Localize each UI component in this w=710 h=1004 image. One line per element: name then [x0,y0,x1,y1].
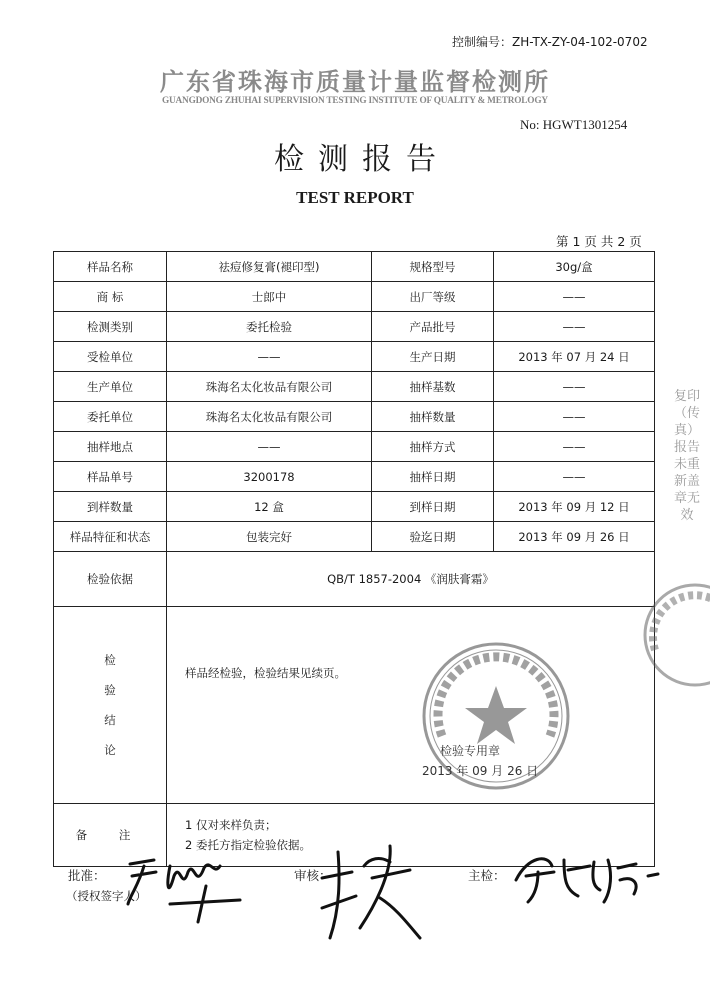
conclusion-label [54,607,167,804]
reviewer-signature-icon [300,838,430,948]
field-value: —— [494,282,655,312]
info-row [54,522,655,552]
field-label: 样品特征和状态 [54,522,167,552]
field-label: 规格型号 [372,252,494,282]
conclusion-label-char: 论 [104,743,116,757]
field-label: 验迄日期 [372,522,494,552]
field-label: 生产日期 [372,342,494,372]
side-note: 复印（传真）报告未重新盖章无效 [673,389,700,523]
org-name-en: GUANGDONG ZHUHAI SUPERVISION TESTING INSTITUTE OF QUALITY & METROLOGY [162,96,548,106]
remark-line: 2 委托方指定检验依据。 [185,838,311,852]
review-label: 审核： [294,868,332,883]
field-value: 包装完好 [167,522,372,552]
info-rows [54,252,655,552]
field-label: 抽样日期 [372,462,494,492]
field-value: —— [494,372,655,402]
field-value: —— [494,402,655,432]
inspector-label: 主检： [468,868,506,883]
field-label: 生产单位 [54,372,167,402]
conclusion-label-char: 检 [104,653,116,667]
info-row [54,432,655,462]
info-row [54,462,655,492]
conclusion-label-char: 结 [104,713,116,727]
authorized-signatory-label: （授权签字人） [66,889,147,903]
field-value: 12 盒 [167,492,372,522]
field-label: 抽样基数 [372,372,494,402]
field-value: 珠海名太化妆品有限公司 [167,372,372,402]
control-number: 控制编号：ZH-TX-ZY-04-102-0702 [452,35,648,49]
field-value: 祛痘修复膏(褪印型) [167,252,372,282]
org-name-cn: 广东省珠海市质量计量监督检测所 [160,68,550,96]
field-label: 委托单位 [54,402,167,432]
remark-line: 1 仅对来样负责； [185,818,277,832]
info-row [54,492,655,522]
info-row [54,372,655,402]
info-row [54,342,655,372]
remarks-label: 备 注 [54,804,167,867]
field-value: —— [494,312,655,342]
page-info: 第 1 页 共 2 页 [556,234,642,249]
report-title-cn: 检测报告 [274,142,450,177]
field-value: 士郎中 [167,282,372,312]
report-number: No: HGWT1301254 [520,117,628,132]
field-label: 抽样数量 [372,402,494,432]
info-row [54,252,655,282]
field-value: 2013 年 09 月 12 日 [494,492,655,522]
field-label: 检测类别 [54,312,167,342]
basis-value: QB/T 1857-2004 《润肤膏霜》 [167,552,655,607]
basis-label: 检验依据 [54,552,167,607]
seal-label: 检验专用章 [440,744,501,758]
field-label: 抽样方式 [372,432,494,462]
field-label: 产品批号 [372,312,494,342]
field-label: 到样数量 [54,492,167,522]
field-label: 出厂等级 [372,282,494,312]
side-seal-icon [640,580,710,690]
field-label: 样品名称 [54,252,167,282]
field-value: 委托检验 [167,312,372,342]
conclusion-cell [167,607,655,804]
field-label: 抽样地点 [54,432,167,462]
report-title-en: TEST REPORT [296,188,414,207]
info-row [54,312,655,342]
info-row [54,402,655,432]
field-value: —— [494,432,655,462]
field-label: 到样日期 [372,492,494,522]
field-label: 样品单号 [54,462,167,492]
field-value: —— [494,462,655,492]
field-value: 2013 年 07 月 24 日 [494,342,655,372]
field-value: 珠海名太化妆品有限公司 [167,402,372,432]
field-label: 受检单位 [54,342,167,372]
field-value: 2013 年 09 月 26 日 [494,522,655,552]
field-value: —— [167,432,372,462]
conclusion-text: 样品经检验，检验结果见续页。 [185,666,346,680]
info-row [54,282,655,312]
seal-date: 2013 年 09 月 26 日 [422,764,539,778]
basis-row [54,552,655,607]
field-value: 3200178 [167,462,372,492]
field-value: 30g/盒 [494,252,655,282]
conclusion-label-char: 验 [104,683,116,697]
approve-label: 批准： [68,868,106,883]
inspector-signature-icon [508,846,668,906]
approver-signature-icon [110,846,250,926]
field-label: 商 标 [54,282,167,312]
field-value: —— [167,342,372,372]
